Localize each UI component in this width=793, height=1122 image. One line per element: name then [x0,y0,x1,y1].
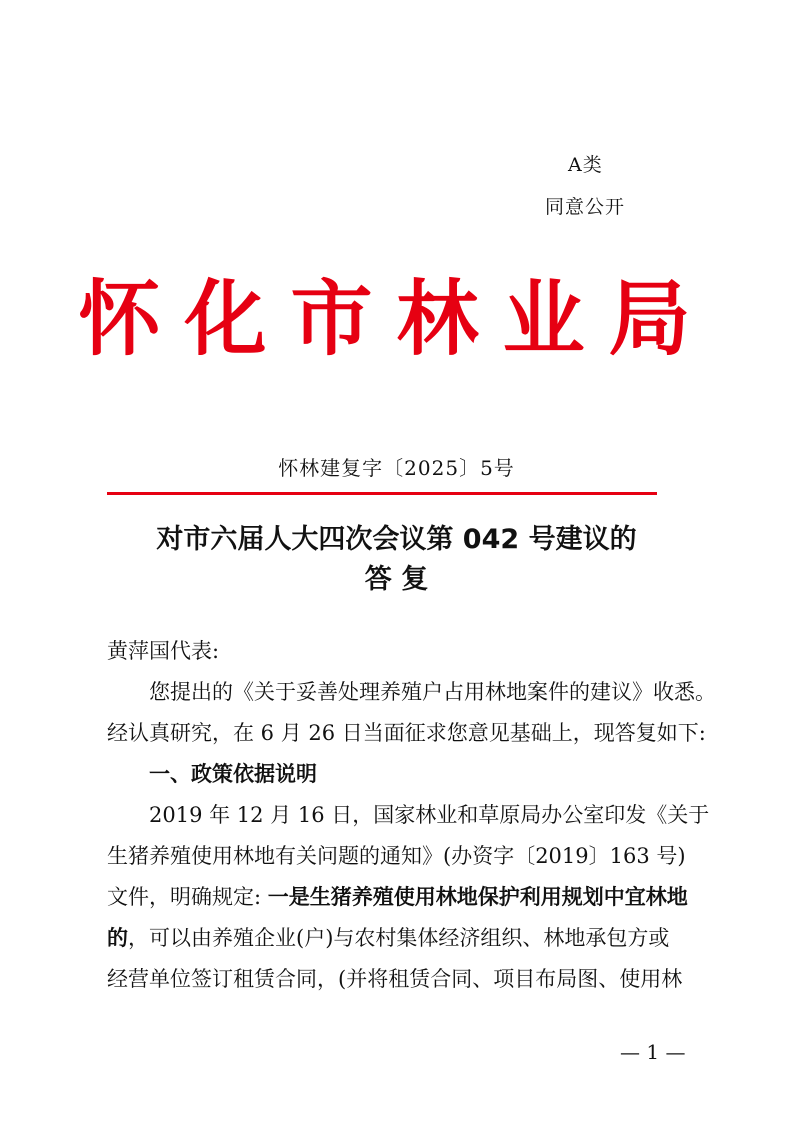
document-number: 怀林建复字〔2025〕5号 [278,456,515,480]
paragraph-line: 2019 年 12 月 16 日，国家林业和草原局办公室印发《关于 [149,803,710,827]
emphasis-text: 的 [107,926,128,950]
paragraph-line: 生猪养殖使用林地有关问题的通知》(办资字〔2019〕163 号) [107,844,686,868]
title-line-2: 答 复 [364,564,429,595]
paragraph-line: 经认真研究，在 6 月 26 日当面征求您意见基础上，现答复如下: [107,721,706,745]
masthead: 怀化市林业局 [78,272,715,367]
red-divider [107,492,657,495]
title-line-1: 对市六届人大四次会议第 042 号建议的 [156,524,637,555]
paragraph-line: 经营单位签订租赁合同，(并将租赁合同、项目布局图、使用林 [107,967,683,991]
disclosure-label: 同意公开 [545,196,626,218]
paragraph-text: 文件，明确规定: [107,885,268,909]
emphasis-text: 一是生猪养殖使用林地保护利用规划中宜林地 [267,885,688,909]
classification-label: A类 [568,154,603,176]
paragraph-text: ，可以由养殖企业(户)与农村集体经济组织、林地承包方或 [128,926,670,950]
salutation: 黄萍国代表: [107,639,220,663]
paragraph-line: 您提出的《关于妥善处理养殖户占用林地案件的建议》收悉。 [149,680,716,704]
paragraph-line [107,882,688,912]
section-heading: 一、政策依据说明 [149,762,317,786]
paragraph-line [107,923,669,953]
page-number: — 1 — [620,1040,686,1064]
